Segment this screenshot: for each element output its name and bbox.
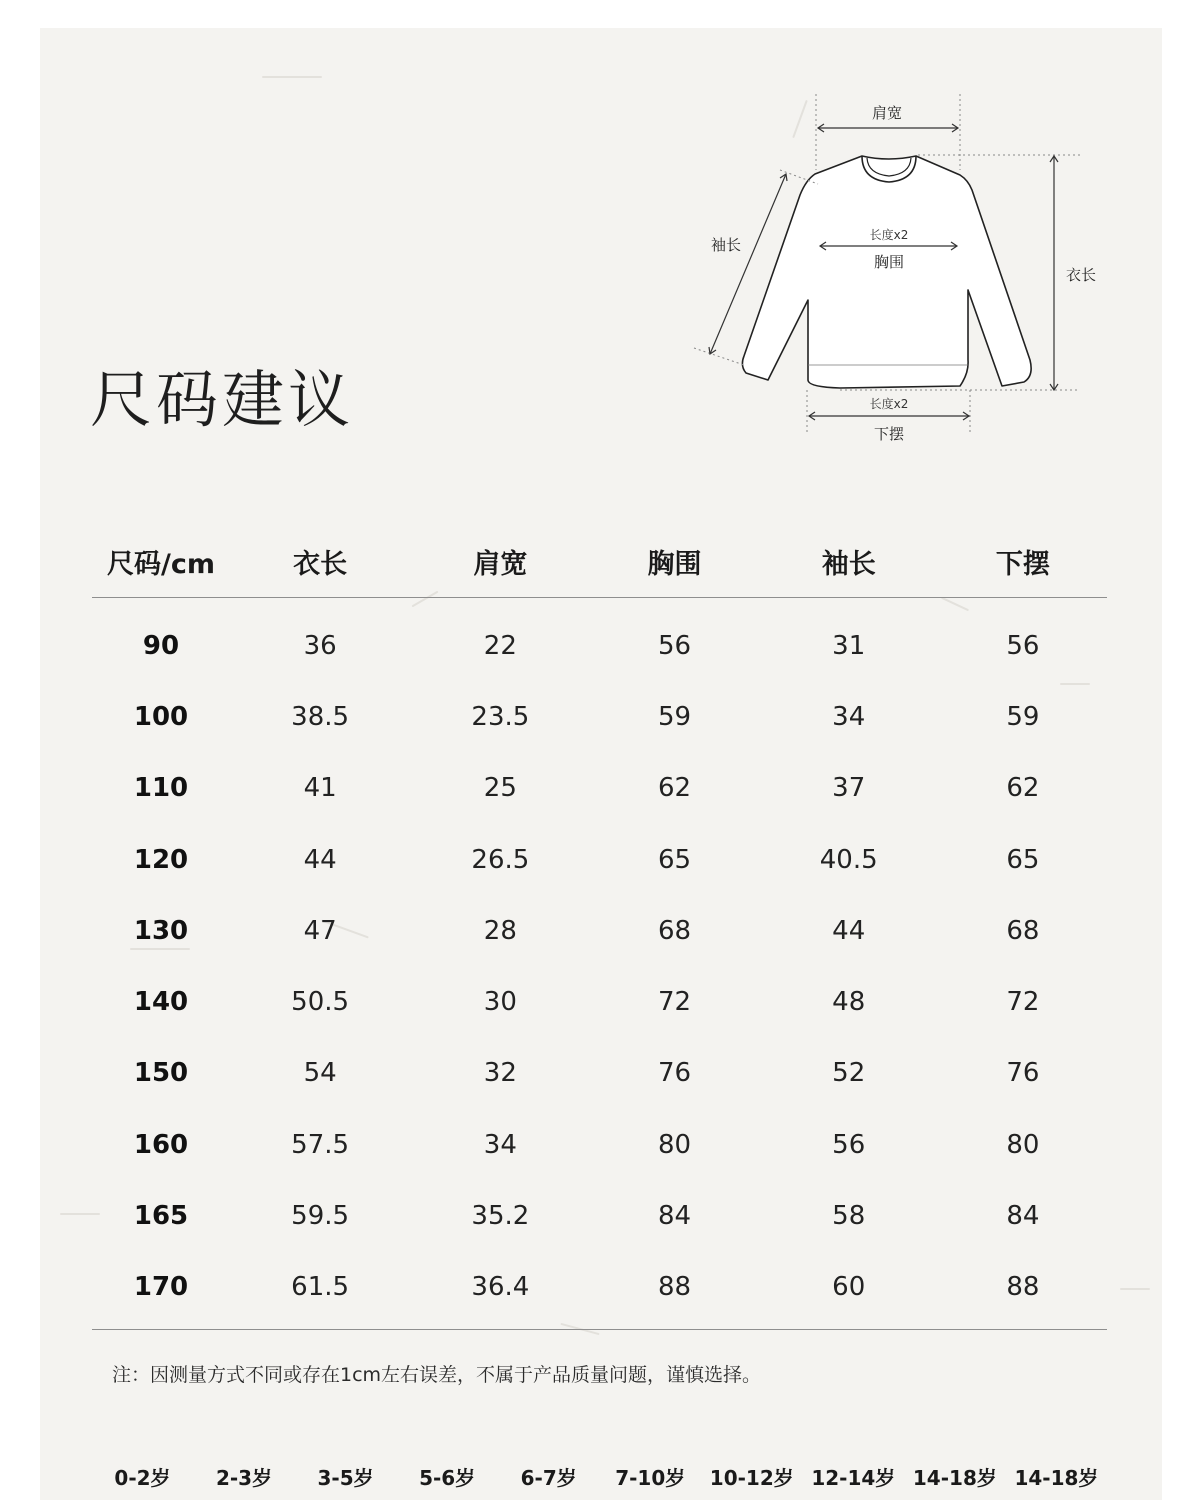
- table-row: [92, 824, 1107, 895]
- garment-measurement-diagram: [690, 90, 1110, 450]
- measurement-cell: 56: [832, 1129, 866, 1160]
- measurement-cell: 76: [657, 1058, 692, 1089]
- size-cell: 170: [92, 1252, 230, 1330]
- header-shoulder: 肩宽: [410, 525, 590, 598]
- age-label: 0-2岁: [114, 1466, 171, 1490]
- size-cell: 165: [133, 1201, 189, 1232]
- measurement-cell: 37: [832, 773, 866, 804]
- age-label: 7-10岁: [615, 1466, 686, 1490]
- measurement-cell: 47: [303, 915, 337, 946]
- age-label: 12-14岁: [811, 1466, 896, 1490]
- measurement-cell: 41: [303, 773, 337, 804]
- measurement-cell: 38.5: [291, 701, 350, 732]
- size-cell: 150: [133, 1058, 189, 1089]
- measurement-cell: 56: [1006, 630, 1040, 661]
- hem-label: 下摆: [873, 425, 905, 443]
- size-cell: 110: [133, 773, 189, 804]
- measurement-cell: 65: [657, 844, 692, 875]
- paper-fleck: [262, 76, 322, 78]
- measurement-note: 注：因测量方式不同或存在1cm左右误差，不属于产品质量问题，谨慎选择。: [112, 1364, 762, 1386]
- measurement-cell: 68: [1006, 915, 1040, 946]
- measurement-cell: 30: [483, 987, 517, 1018]
- measurement-cell: 59.5: [291, 1201, 350, 1232]
- measurement-cell: 72: [1006, 987, 1040, 1018]
- header-hem: 下摆: [939, 525, 1107, 598]
- measurement-cell: 44: [832, 915, 866, 946]
- age-label: 6-7岁: [520, 1466, 577, 1490]
- measurement-cell: 48: [832, 987, 866, 1018]
- measurement-cell: 31: [832, 630, 866, 661]
- length-label: 衣长: [1065, 266, 1097, 284]
- page-title: 尺码建议: [90, 363, 355, 436]
- header-length: 衣长: [230, 525, 410, 598]
- measurement-cell: 65: [1006, 844, 1040, 875]
- age-label: 10-12岁: [709, 1466, 794, 1490]
- measurement-cell: 50.5: [291, 987, 350, 1018]
- measurement-cell: 72: [657, 987, 692, 1018]
- table-row: [92, 1038, 1107, 1109]
- tshirt-diagram-svg: [690, 90, 1110, 450]
- sleeve-label: 袖长: [710, 236, 742, 254]
- measurement-cell: 59: [1006, 701, 1040, 732]
- measurement-cell: 54: [303, 1058, 337, 1089]
- measurement-cell: 35.2: [471, 1201, 530, 1232]
- measurement-cell: 34: [483, 1129, 517, 1160]
- measurement-cell: 80: [1006, 1129, 1040, 1160]
- measurement-cell: 84: [657, 1201, 692, 1232]
- measurement-cell: 68: [657, 915, 692, 946]
- size-table-container: [92, 525, 1107, 1330]
- paper-fleck: [1120, 1288, 1150, 1290]
- measurement-cell: 61.5: [230, 1252, 410, 1330]
- size-cell: 130: [133, 915, 189, 946]
- table-row: [92, 1252, 1107, 1330]
- header-sleeve: 袖长: [759, 525, 939, 598]
- size-cell: 140: [133, 987, 189, 1018]
- age-label: 2-3岁: [215, 1466, 273, 1490]
- header-chest: 胸围: [590, 525, 758, 598]
- age-label: 5-6岁: [419, 1466, 476, 1490]
- measurement-cell: 36: [303, 630, 337, 661]
- table-row: [92, 598, 1107, 682]
- age-label-row: [92, 1462, 1107, 1491]
- table-row: [92, 966, 1107, 1037]
- measurement-cell: 84: [1006, 1201, 1040, 1232]
- measurement-cell: 52: [832, 1058, 866, 1089]
- measurement-cell: 58: [832, 1201, 866, 1232]
- table-row: [92, 753, 1107, 824]
- measurement-cell: 26.5: [471, 844, 530, 875]
- shoulder-label: 肩宽: [871, 104, 903, 122]
- table-header-row: [92, 525, 1107, 598]
- table-row: [92, 1109, 1107, 1180]
- tshirt-outline: [742, 156, 1031, 388]
- hem-note: 长度x2: [869, 397, 909, 411]
- size-cell: 160: [133, 1129, 189, 1160]
- measurement-cell: 32: [483, 1058, 517, 1089]
- size-table: [92, 525, 1107, 1330]
- measurement-cell: 36.4: [410, 1252, 590, 1330]
- header-size: 尺码/cm: [92, 525, 230, 598]
- age-label: 3-5岁: [317, 1466, 374, 1490]
- table-row: [92, 895, 1107, 966]
- table-body: [92, 598, 1107, 1330]
- measurement-cell: 60: [759, 1252, 939, 1330]
- measurement-cell: 44: [303, 844, 337, 875]
- chest-note: 长度x2: [869, 228, 909, 242]
- age-label: 14-18岁: [1014, 1466, 1099, 1490]
- size-cell: 100: [133, 701, 189, 732]
- size-cell: 120: [133, 844, 189, 875]
- measurement-cell: 62: [1006, 773, 1040, 804]
- measurement-cell: 34: [832, 701, 866, 732]
- measurement-cell: 76: [1006, 1058, 1040, 1089]
- measurement-cell: 25: [483, 773, 517, 804]
- measurement-cell: 56: [657, 630, 692, 661]
- measurement-cell: 40.5: [819, 844, 878, 875]
- measurement-cell: 62: [657, 773, 692, 804]
- table-row: [92, 1180, 1107, 1251]
- measurement-cell: 88: [590, 1252, 758, 1330]
- measurement-cell: 88: [939, 1252, 1107, 1330]
- measurement-cell: 22: [483, 630, 517, 661]
- chest-label: 胸围: [873, 253, 905, 271]
- measurement-cell: 59: [657, 701, 692, 732]
- measurement-cell: 23.5: [471, 701, 530, 732]
- table-row: [92, 681, 1107, 752]
- age-label: 14-18岁: [912, 1466, 997, 1490]
- measurement-cell: 28: [483, 915, 517, 946]
- measurement-cell: 57.5: [291, 1129, 350, 1160]
- measurement-cell: 80: [657, 1129, 692, 1160]
- size-cell: 90: [142, 630, 180, 661]
